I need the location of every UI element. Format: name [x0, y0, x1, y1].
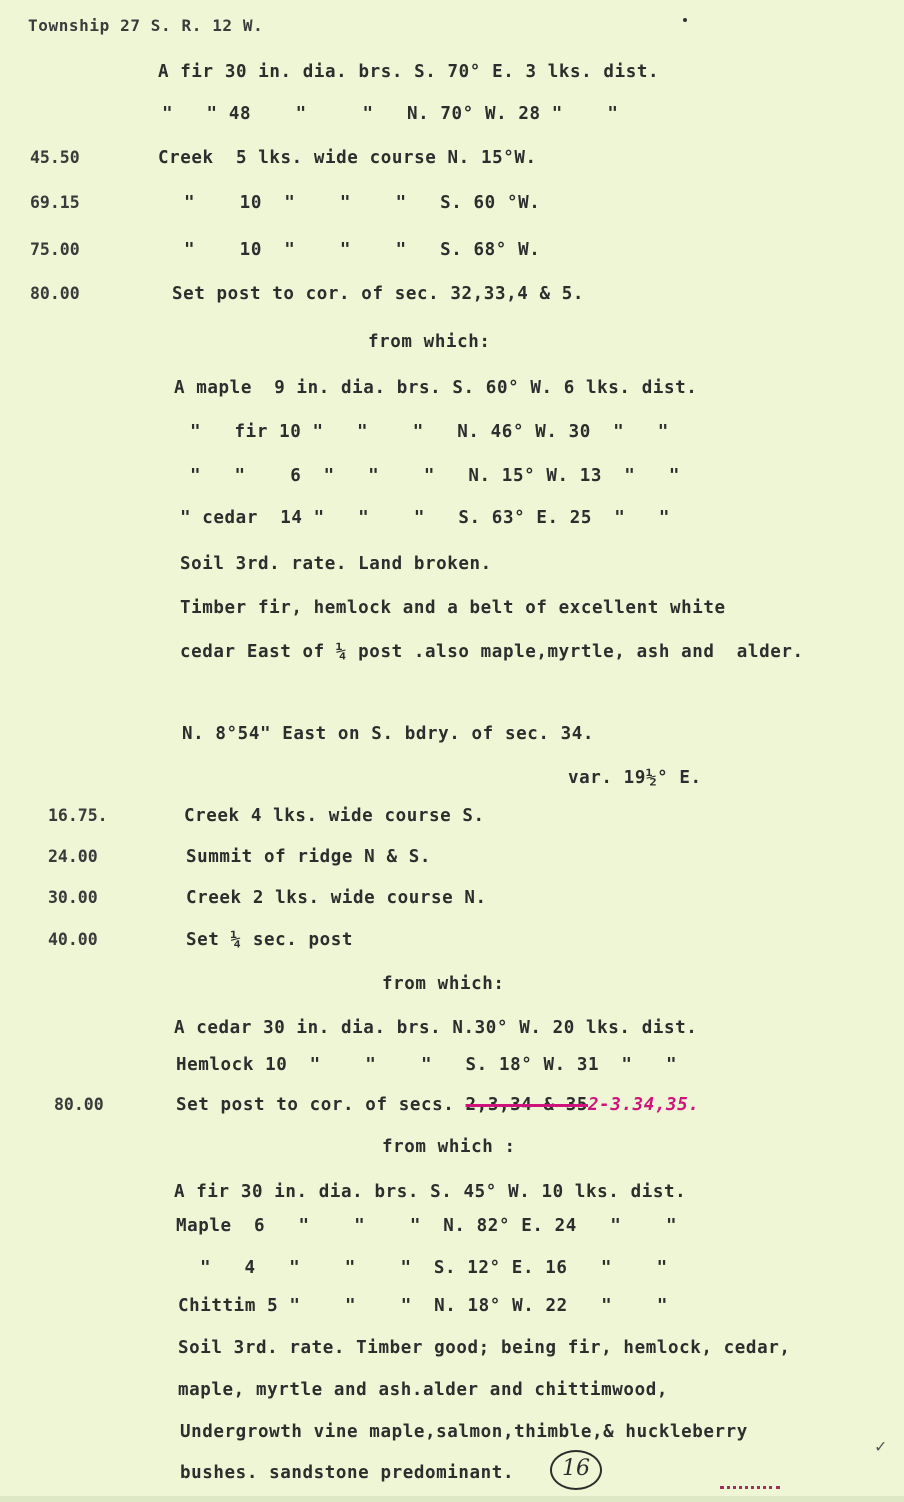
undergrowth-note: Undergrowth vine maple,salmon,thimble,& huckleberry	[180, 1422, 748, 1442]
ink-dot	[683, 18, 687, 22]
entry-text: " 10 " " " S. 68° W.	[184, 240, 541, 260]
entry-text: Set ¼ sec. post	[186, 930, 354, 950]
bearing-line: Maple 6 " " " N. 82° E. 24 " "	[176, 1216, 678, 1236]
chain-distance: 30.00	[48, 888, 98, 907]
chain-distance: 16.75.	[48, 806, 108, 825]
entry-text: Set post to cor. of sec. 32,33,4 & 5.	[172, 284, 585, 304]
entry-text: Creek 2 lks. wide course N.	[186, 888, 487, 908]
page-header: Township 27 S. R. 12 W.	[28, 16, 264, 35]
bearing-line: A fir 30 in. dia. brs. S. 45° W. 10 lks. dist.	[174, 1182, 687, 1202]
bearing-line: " fir 10 " " " N. 46° W. 30 " "	[190, 422, 669, 442]
entry-text	[176, 1095, 699, 1115]
bearing-line: Hemlock 10 " " " S. 18° W. 31 " "	[176, 1055, 678, 1075]
page-number-circled: 16	[550, 1450, 602, 1490]
chain-distance: 69.15	[30, 193, 80, 212]
entry-text: Summit of ridge N & S.	[186, 847, 431, 867]
bearing-line: Chittim 5 " " " N. 18° W. 22 " "	[178, 1296, 668, 1316]
entry-text: " 10 " " " S. 60 °W.	[184, 193, 541, 213]
entry-text: Creek 5 lks. wide course N. 15°W.	[158, 148, 537, 168]
variation-note: var. 19½° E.	[568, 768, 702, 788]
from-which-heading: from which :	[382, 1137, 516, 1157]
from-which-heading: from which:	[382, 974, 505, 994]
from-which-heading: from which:	[368, 332, 491, 352]
chain-distance: 45.50	[30, 148, 80, 167]
soil-timber-note: maple, myrtle and ash.alder and chittimwood,	[178, 1380, 668, 1400]
chain-distance: 40.00	[48, 930, 98, 949]
timber-note: cedar East of ¼ post .also maple,myrtle, ash and alder.	[180, 642, 804, 662]
handwritten-correction: 2-3.34,35.	[588, 1095, 700, 1115]
struck-section-numbers: 2,3,34 & 35	[465, 1095, 589, 1115]
bearing-line: A maple 9 in. dia. brs. S. 60° W. 6 lks. dist.	[174, 378, 698, 398]
bearing-line: " " 48 " " N. 70° W. 28 " "	[162, 104, 619, 124]
entry-text: Creek 4 lks. wide course S.	[184, 806, 485, 826]
margin-mark: ✓	[875, 1436, 886, 1457]
line-bearing-heading: N. 8°54" East on S. bdry. of sec. 34.	[182, 724, 595, 744]
bearing-line: " 4 " " " S. 12° E. 16 " "	[200, 1258, 668, 1278]
soil-note: Soil 3rd. rate. Land broken.	[180, 554, 492, 574]
chain-distance: 75.00	[30, 240, 80, 259]
bearing-line: A cedar 30 in. dia. brs. N.30° W. 20 lks. dist.	[174, 1018, 698, 1038]
chain-distance: 80.00	[30, 284, 80, 303]
stray-pink-mark	[720, 1486, 780, 1493]
chain-distance: 24.00	[48, 847, 98, 866]
page-bottom-edge	[0, 1496, 904, 1502]
soil-timber-note: Soil 3rd. rate. Timber good; being fir, hemlock, cedar,	[178, 1338, 791, 1358]
chain-distance: 80.00	[54, 1095, 104, 1114]
bearing-line: " cedar 14 " " " S. 63° E. 25 " "	[180, 508, 670, 528]
timber-note: Timber fir, hemlock and a belt of excellent white	[180, 598, 726, 618]
undergrowth-note: bushes. sandstone predominant.	[180, 1463, 515, 1483]
bearing-line: A fir 30 in. dia. brs. S. 70° E. 3 lks. dist.	[158, 62, 660, 82]
entry-text-typed: Set post to cor. of secs.	[176, 1095, 466, 1115]
bearing-line: " " 6 " " " N. 15° W. 13 " "	[190, 466, 680, 486]
